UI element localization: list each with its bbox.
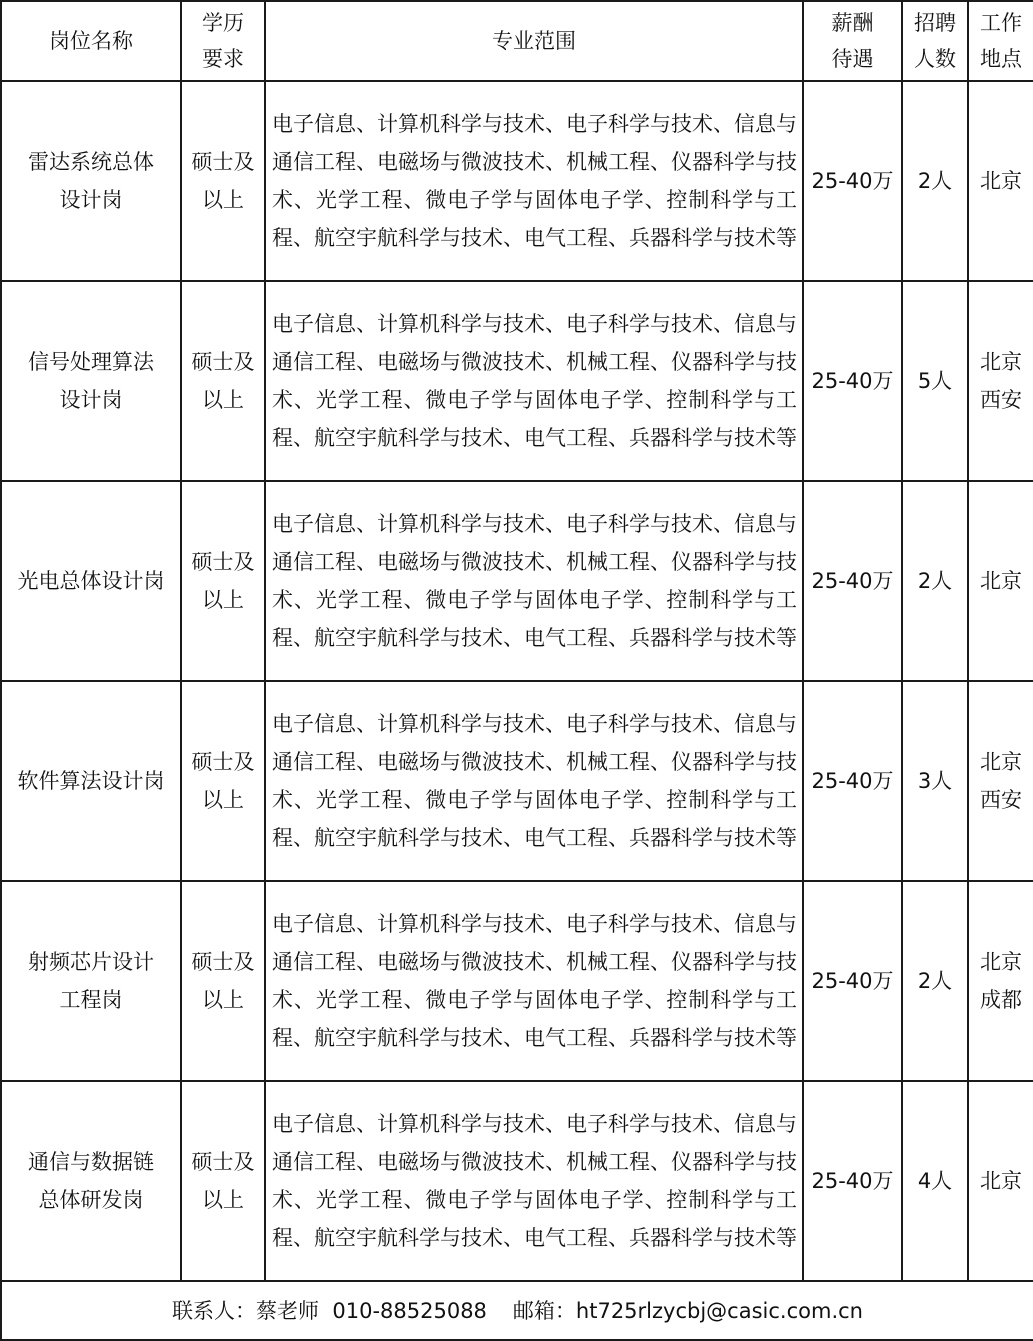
salary-cell: 25-40万 xyxy=(803,881,902,1081)
salary-cell: 25-40万 xyxy=(803,481,902,681)
position-cell: 光电总体设计岗 xyxy=(1,481,181,681)
major-cell: 电子信息、计算机科学与技术、电子科学与技术、信息与通信工程、电磁场与微波技术、机械工程、仪器科学与技术、光学工程、微电子学与固体电子学、控制科学与工程、航空宇航科学与技术、电气工程、兵器科学与技术等 xyxy=(265,681,803,881)
table-row xyxy=(1,81,1033,281)
contact-value: 蔡老师 010-88525088 xyxy=(256,1298,487,1323)
header-major: 专业范围 xyxy=(265,1,803,81)
education-cell: 硕士及 以上 xyxy=(181,1081,265,1281)
location-cell: 北京 西安 xyxy=(968,681,1033,881)
header-salary: 薪酬 待遇 xyxy=(803,1,902,81)
count-cell: 5人 xyxy=(902,281,968,481)
count-cell: 2人 xyxy=(902,881,968,1081)
location-cell: 北京 xyxy=(968,1081,1033,1281)
location-cell: 北京 成都 xyxy=(968,881,1033,1081)
major-cell: 电子信息、计算机科学与技术、电子科学与技术、信息与通信工程、电磁场与微波技术、机械工程、仪器科学与技术、光学工程、微电子学与固体电子学、控制科学与工程、航空宇航科学与技术、电气工程、兵器科学与技术等 xyxy=(265,281,803,481)
major-cell: 电子信息、计算机科学与技术、电子科学与技术、信息与通信工程、电磁场与微波技术、机械工程、仪器科学与技术、光学工程、微电子学与固体电子学、控制科学与工程、航空宇航科学与技术、电气工程、兵器科学与技术等 xyxy=(265,481,803,681)
email-link[interactable]: ht725rlzycbj@casic.com.cn xyxy=(575,1298,863,1323)
count-cell: 2人 xyxy=(902,481,968,681)
position-cell: 软件算法设计岗 xyxy=(1,681,181,881)
position-cell: 射频芯片设计 工程岗 xyxy=(1,881,181,1081)
position-cell: 雷达系统总体 设计岗 xyxy=(1,81,181,281)
position-cell: 通信与数据链 总体研发岗 xyxy=(1,1081,181,1281)
education-cell: 硕士及 以上 xyxy=(181,281,265,481)
contact-cell xyxy=(1,1281,1033,1340)
salary-cell: 25-40万 xyxy=(803,1081,902,1281)
table-row xyxy=(1,681,1033,881)
education-cell: 硕士及 以上 xyxy=(181,81,265,281)
education-cell: 硕士及 以上 xyxy=(181,881,265,1081)
major-cell: 电子信息、计算机科学与技术、电子科学与技术、信息与通信工程、电磁场与微波技术、机械工程、仪器科学与技术、光学工程、微电子学与固体电子学、控制科学与工程、航空宇航科学与技术、电气工程、兵器科学与技术等 xyxy=(265,1081,803,1281)
education-cell: 硕士及 以上 xyxy=(181,481,265,681)
email-label: 邮箱： xyxy=(512,1298,576,1323)
table-row xyxy=(1,1081,1033,1281)
table-row xyxy=(1,281,1033,481)
contact-row xyxy=(1,1281,1033,1340)
header-position: 岗位名称 xyxy=(1,1,181,81)
header-row xyxy=(1,1,1033,81)
count-cell: 2人 xyxy=(902,81,968,281)
salary-cell: 25-40万 xyxy=(803,81,902,281)
header-count: 招聘 人数 xyxy=(902,1,968,81)
table-row xyxy=(1,881,1033,1081)
location-cell: 北京 xyxy=(968,81,1033,281)
contact-label: 联系人： xyxy=(172,1298,257,1323)
location-cell: 北京 西安 xyxy=(968,281,1033,481)
count-cell: 3人 xyxy=(902,681,968,881)
table-row xyxy=(1,481,1033,681)
salary-cell: 25-40万 xyxy=(803,681,902,881)
major-cell: 电子信息、计算机科学与技术、电子科学与技术、信息与通信工程、电磁场与微波技术、机械工程、仪器科学与技术、光学工程、微电子学与固体电子学、控制科学与工程、航空宇航科学与技术、电气工程、兵器科学与技术等 xyxy=(265,81,803,281)
count-cell: 4人 xyxy=(902,1081,968,1281)
header-location: 工作 地点 xyxy=(968,1,1033,81)
education-cell: 硕士及 以上 xyxy=(181,681,265,881)
header-education: 学历 要求 xyxy=(181,1,265,81)
salary-cell: 25-40万 xyxy=(803,281,902,481)
location-cell: 北京 xyxy=(968,481,1033,681)
position-cell: 信号处理算法 设计岗 xyxy=(1,281,181,481)
major-cell: 电子信息、计算机科学与技术、电子科学与技术、信息与通信工程、电磁场与微波技术、机械工程、仪器科学与技术、光学工程、微电子学与固体电子学、控制科学与工程、航空宇航科学与技术、电气工程、兵器科学与技术等 xyxy=(265,881,803,1081)
